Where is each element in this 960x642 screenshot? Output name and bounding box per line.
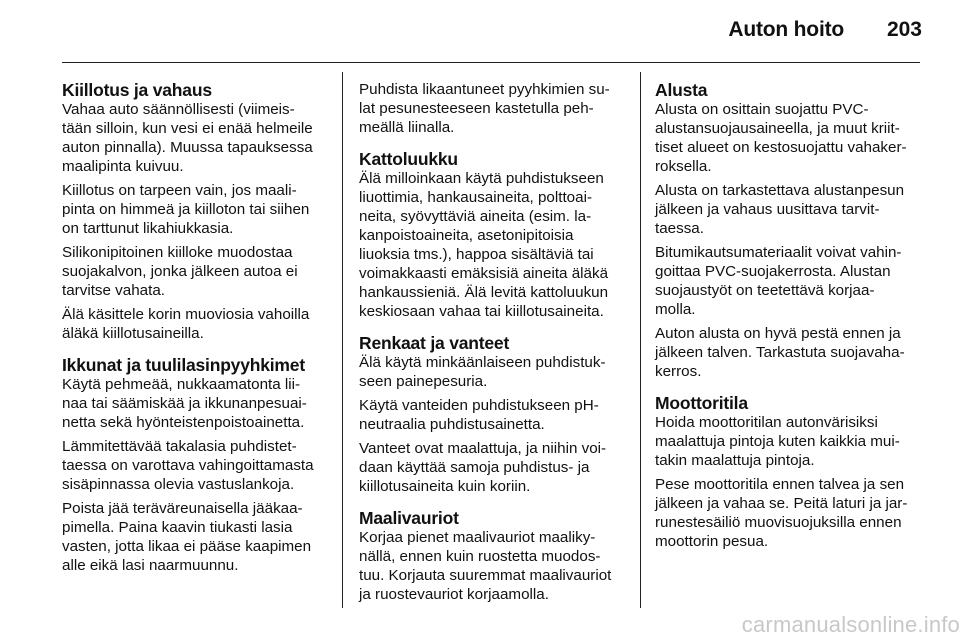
paragraph: Silikonipitoinen kiilloke muodostaa suojakalvon, jonka jälkeen autoa ei tarvitse vahata. <box>62 244 298 299</box>
section-windows-wipers <box>62 355 334 575</box>
section-heading: Maalivauriot <box>359 508 459 528</box>
paragraph: Käytä vanteiden puhdistukseen pH- neutraalia puhdistusainetta. <box>359 397 599 433</box>
section-heading: Kiillotus ja vahaus <box>62 80 212 100</box>
section-heading: Ikkunat ja tuulilasinpyyhkimet <box>62 355 305 375</box>
text-column-1 <box>62 80 334 587</box>
paragraph: Älä käytä minkäänlaiseen puhdistuk- seen painepesuria. <box>359 354 606 390</box>
chapter-title: Auton hoito <box>728 18 844 41</box>
paragraph: Vanteet ovat maalattuja, ja niihin voi- daan käyttää samoja puhdistus- ja kiillotusaineita kuin koriin. <box>359 440 607 495</box>
section-heading: Alusta <box>655 80 708 100</box>
paragraph: Poista jää teräväreunaisella jääkaa- pimella. Paina kaavin tiukasti lasia vasten, jotta likaa ei pääse kaapimen alle eikä lasi naarmuunnu. <box>62 500 312 574</box>
paragraph: Käytä pehmeää, nukkaamatonta lii- naa tai säämiskää ja ikkunanpesuai- netta sekä hyönteistenpoistoainetta. <box>62 376 307 431</box>
section-sunroof <box>359 149 631 321</box>
paragraph: Vahaa auto säännöllisesti (viimeis- tään silloin, kun vesi ei enää helmeile auton pinnalla). Muussa tapauksessa maalipinta kuivuu. <box>62 101 313 175</box>
section-tyres-rims <box>359 333 631 496</box>
paragraph: Auton alusta on hyvä pestä ennen ja jälkeen talven. Tarkastuta suojavaha- kerros. <box>655 325 905 380</box>
paragraph: Pese moottoritila ennen talvea ja sen jälkeen ja vahaa se. Peitä laturi ja jar- runestesäiliö muovisuojuksilla ennen moottorin pesua. <box>655 476 908 550</box>
column-divider <box>342 72 343 608</box>
paragraph: Älä milloinkaan käytä puhdistukseen liuottimia, hankausaineita, polttoai- neita, syövyttäviä aineita (esim. la- kanpoistoaineita, asetonipitoisia liuoksia tms.), happoa sisältäviä tai voimakkaasti emäksisiä aineita äläkä hankaussieniä. Älä levitä kattoluukun keskiosaan vahaa tai kiillotusaineita. <box>359 170 609 320</box>
paragraph: Lämmitettävää takalasia puhdistet- taessa on varottava vahingoittamasta sisäpinnassa olevia vastuslankoja. <box>62 438 314 493</box>
section-paint-damage <box>359 508 631 604</box>
section-polishing <box>62 80 334 343</box>
section-heading: Moottoritila <box>655 393 748 413</box>
section-heading: Kattoluukku <box>359 149 458 169</box>
text-column-3 <box>655 80 927 563</box>
header-divider <box>62 62 920 63</box>
paragraph: Bitumikautsumateriaalit voivat vahin- goittaa PVC-suojakerrosta. Alustan suojaustyöt on teetettävä korjaa- molla. <box>655 244 902 318</box>
paragraph: Älä käsittele korin muoviosia vahoilla äläkä kiillotusaineilla. <box>62 306 310 342</box>
column-divider <box>640 72 641 608</box>
section-heading: Renkaat ja vanteet <box>359 333 510 353</box>
paragraph: Korjaa pienet maalivauriot maaliky- nällä, ennen kuin ruostetta muodos- tuu. Korjauta suuremmat maalivauriot ja ruostevauriot korjaamolla. <box>359 529 612 603</box>
paragraph: Alusta on osittain suojattu PVC- alustansuojausaineella, ja muut kriit- tiset alueet on kestosuojattu vahaker- roksella. <box>655 101 907 175</box>
section-underbody <box>655 80 927 381</box>
paragraph: Puhdista likaantuneet pyyhkimien su- lat pesunesteeseen kastetulla peh- meällä liinalla. <box>359 81 610 136</box>
page-number: 203 <box>886 18 922 41</box>
paragraph: Alusta on tarkastettava alustanpesun jälkeen ja vahaus uusittava tarvit- taessa. <box>655 182 905 237</box>
paragraph: Hoida moottoritilan autonvärisiksi maalattuja pintoja kuten kaikkia mui- takin maalattuja pintoja. <box>655 414 900 469</box>
section-wiper-continued <box>359 80 631 137</box>
text-column-2 <box>359 80 631 616</box>
paragraph: Kiillotus on tarpeen vain, jos maali- pinta on himmeä ja kiilloton tai siihen on tarttunut likahiukkasia. <box>62 182 310 237</box>
page-header <box>0 0 960 62</box>
watermark: carmanualsonline.info <box>741 612 960 637</box>
section-engine-compartment <box>655 393 927 551</box>
